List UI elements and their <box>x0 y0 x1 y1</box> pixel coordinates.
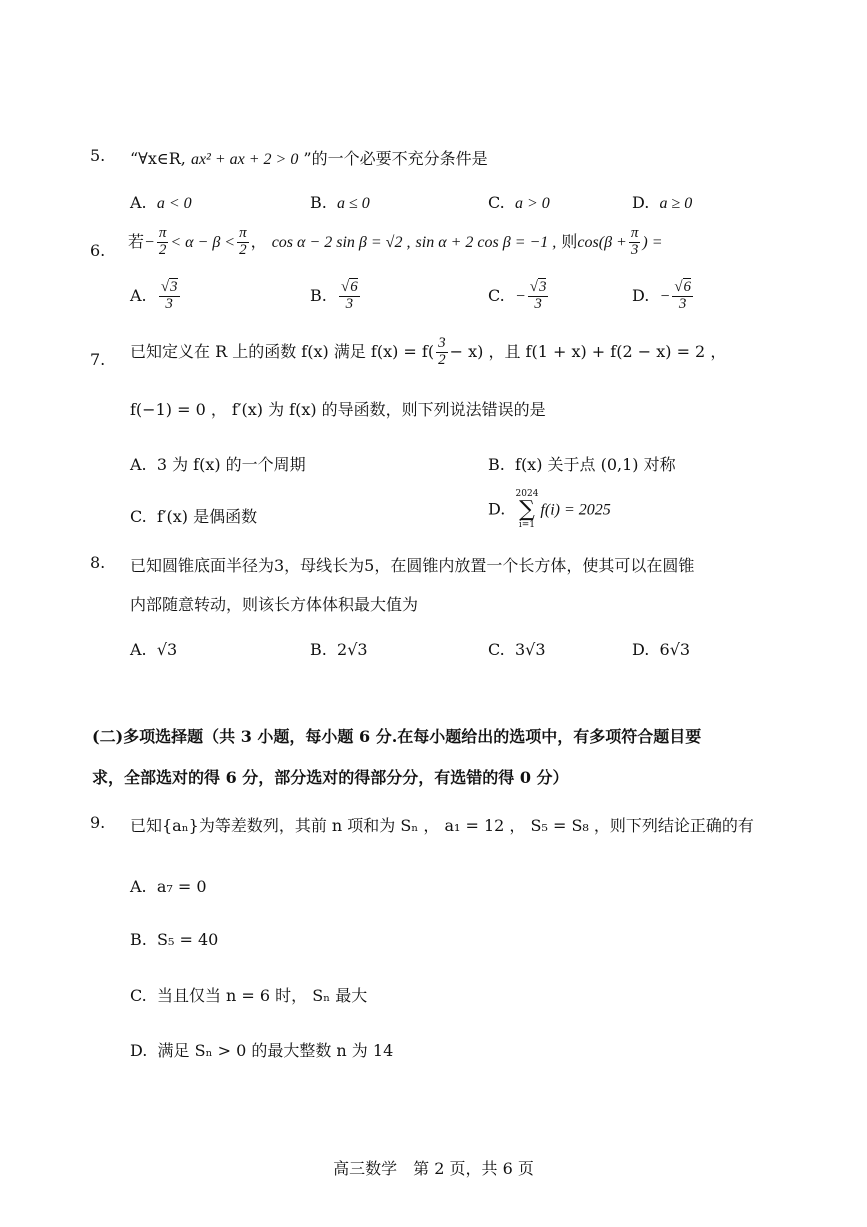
q8-line1: 已知圆锥底面半径为3，母线长为5，在圆锥内放置一个长方体，使其可以在圆锥 <box>130 556 695 575</box>
q5-number: 5. <box>90 146 106 165</box>
q6-stem: 若− $\frac{\pi}{2}$ < α − β < $\frac{\pi}{2}$ ， cos α − 2 sin β = √2 , sin α + 2 cos β = −1 , 则cos(β + $\frac{\pi}{3}$ ) = <box>128 225 663 258</box>
q6-option-d: D. − $\frac{√6}{3}$ <box>632 279 692 312</box>
option-text: S₅ = 40 <box>157 930 219 949</box>
q9-option-a: A. a₇ = 0 <box>130 877 207 896</box>
q9-option-d: D. 满足 Sₙ > 0 的最大整数 n 为 14 <box>130 1041 394 1060</box>
q8-option-b: B. 2√3 <box>310 640 368 659</box>
q5-option-a <box>130 193 192 213</box>
q9-option-c: C. 当且仅当 n = 6 时， Sₙ 最大 <box>130 986 368 1005</box>
option-text: a₇ = 0 <box>156 877 207 896</box>
option-text: a ≥ 0 <box>659 195 693 212</box>
q7-line2: f(−1) = 0 ， f′(x) 为 f(x) 的导函数，则下列说法错误的是 <box>130 400 546 419</box>
q9-stem: 已知{aₙ}为等差数列，其前 n 项和为 Sₙ ， a₁ = 12 ， S₅ = S₈ ，则下列结论正确的有 <box>130 816 754 835</box>
q8-option-a: A. √3 <box>130 640 178 659</box>
q7-line1: 已知定义在 R 上的函数 f(x) 满足 f(x) = f( $\frac{3}{2}$ − x) ，且 f(1 + x) + f(2 − x) = 2 ， <box>130 335 727 368</box>
q6-ruo: 若 <box>128 231 145 251</box>
option-text: a > 0 <box>514 195 550 212</box>
q8-option-d: D. 6√3 <box>632 640 691 659</box>
option-label: A. <box>130 193 147 212</box>
q5-stem-math: ax² + ax + 2 > 0 <box>190 151 299 168</box>
q9-number: 9. <box>90 813 106 832</box>
q7-option-d: D. 2024 ∑ i=1 f(i) = 2025 <box>488 489 611 530</box>
q5-option-d <box>632 193 692 213</box>
q5-stem-prefix: “∀x∈R, <box>130 149 186 168</box>
q6-option-b: B. $\frac{√6}{3}$ <box>310 279 358 312</box>
q6-cond2: cos α − 2 sin β = √2 , <box>271 233 411 251</box>
option-label: D. <box>632 193 650 212</box>
q5-option-b <box>310 193 370 213</box>
q5-stem-suffix: ”的一个必要不充分条件是 <box>303 149 488 168</box>
q6-option-a: A. $\frac{√3}{3}$ <box>130 279 178 312</box>
option-text: a < 0 <box>156 195 192 212</box>
q9-option-b: B. S₅ = 40 <box>130 930 219 949</box>
q8-option-c: C. 3√3 <box>488 640 546 659</box>
q7-line1-a: 已知定义在 R 上的函数 f(x) 满足 f(x) = f( <box>130 341 435 361</box>
q5-option-c <box>488 193 550 213</box>
option-text: f(x) 关于点 (0,1) 对称 <box>515 455 676 474</box>
q7-option-a: A. 3 为 f(x) 的一个周期 <box>130 455 306 474</box>
option-text: 6√3 <box>659 640 691 659</box>
option-text: f′(x) 是偶函数 <box>156 507 258 526</box>
option-text: a ≤ 0 <box>337 195 370 212</box>
q6-option-c: C. − $\frac{√3}{3}$ <box>488 279 547 312</box>
option-text: 当且仅当 n = 6 时， Sₙ 最大 <box>156 986 368 1005</box>
summation-symbol: 2024 ∑ i=1 <box>515 489 539 530</box>
q8-line2: 内部随意转动，则该长方体体积最大值为 <box>130 595 419 614</box>
option-label: B. <box>310 193 327 212</box>
option-text: √3 <box>156 640 178 659</box>
option-text: f(i) = 2025 <box>540 501 611 519</box>
page-footer: 高三数学 第 2 页，共 6 页 <box>333 1159 534 1178</box>
q7-line1-b: − x) ，且 f(1 + x) + f(2 − x) = 2 ， <box>449 341 727 361</box>
q6-ze: 则 <box>561 231 578 251</box>
option-text: 满足 Sₙ > 0 的最大整数 n 为 14 <box>157 1041 394 1060</box>
section-header-line1: (二)多项选择题（共 3 小题，每小题 6 分.在每小题给出的选项中，有多项符合题目要 <box>92 727 702 746</box>
q8-number: 8. <box>90 553 106 572</box>
q7-option-b: B. f(x) 关于点 (0,1) 对称 <box>488 455 676 474</box>
option-text: 2√3 <box>337 640 368 659</box>
q6-number: 6. <box>90 241 106 260</box>
q7-option-c: C. f′(x) 是偶函数 <box>130 507 258 526</box>
option-label: C. <box>488 193 505 212</box>
q5-stem <box>130 146 488 169</box>
q7-number: 7. <box>90 350 106 369</box>
q6-cond3: sin α + 2 cos β = −1 , <box>415 233 557 251</box>
option-text: 3 为 f(x) 的一个周期 <box>156 455 306 474</box>
section-header-line2: 求，全部选对的得 6 分，部分选对的得部分分，有选错的得 0 分） <box>92 768 569 787</box>
option-text: 3√3 <box>514 640 546 659</box>
